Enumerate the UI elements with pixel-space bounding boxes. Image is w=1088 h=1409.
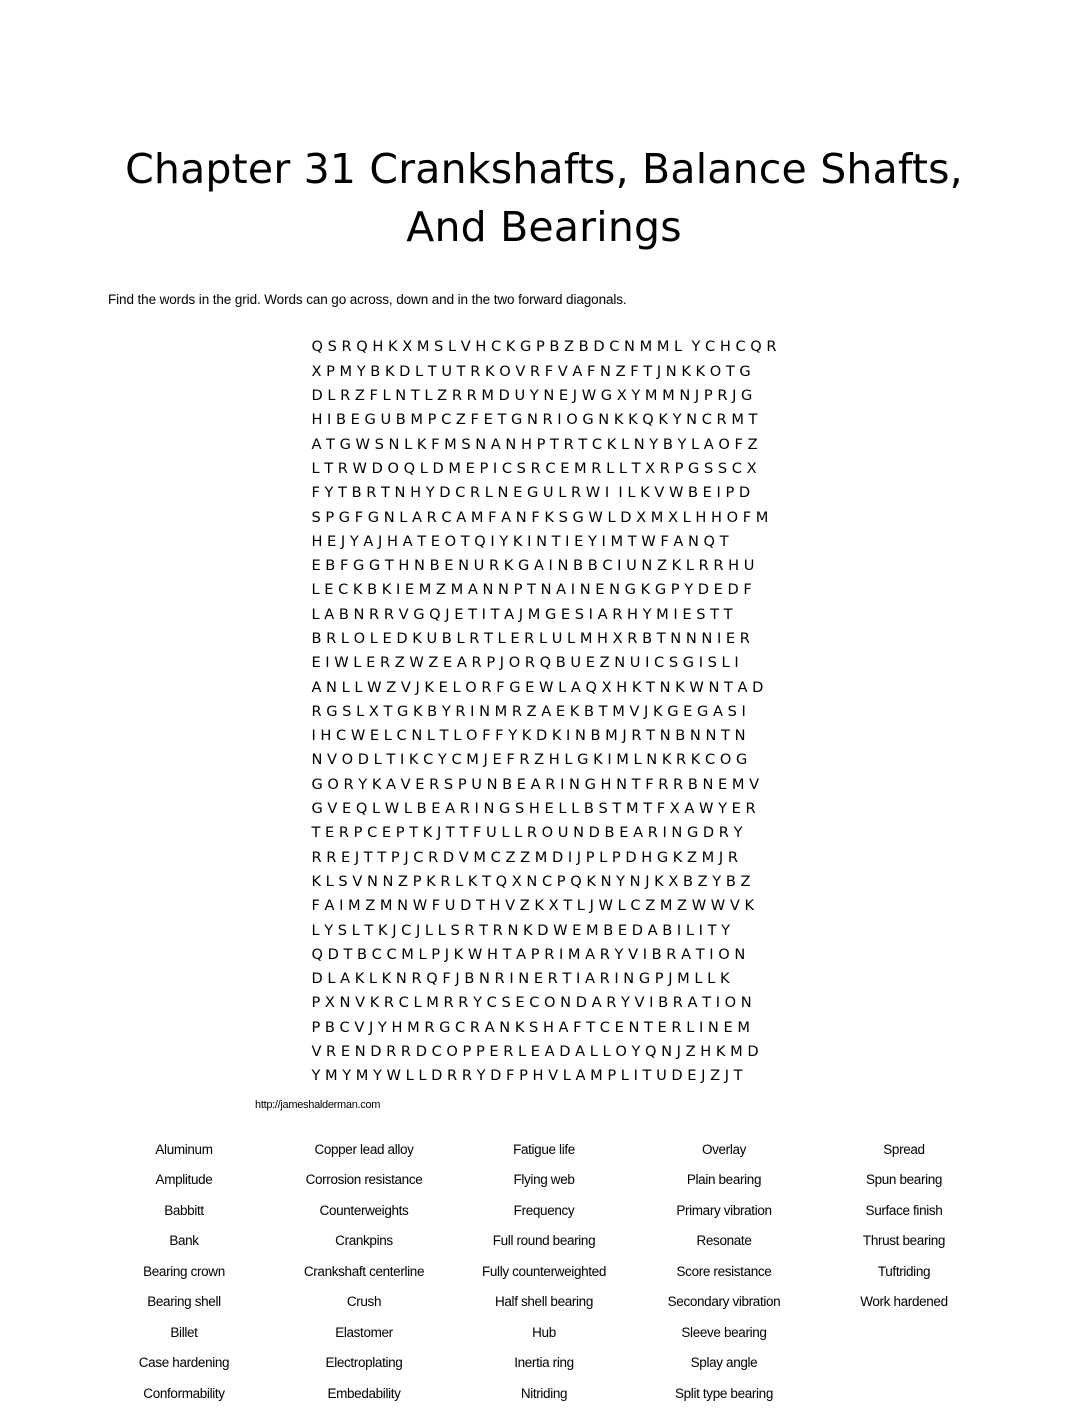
word-list-item[interactable]: Electroplating [325,1355,403,1371]
word-list-item[interactable]: Hub [532,1324,556,1340]
grid-row: I H C W E L C N L T L O F F Y K D K I N B M J R T N B N N T N [311,727,746,745]
word-list-item[interactable]: Elastomer [335,1324,393,1340]
word-list-item[interactable]: Copper lead alloy [314,1141,414,1157]
word-list-item[interactable]: Spun bearing [865,1172,943,1188]
grid-row: K L S V N N Z P K R L K T Q X N C P Q K N Y N J K X B Z Y B Z [311,872,751,890]
grid-row: S P G F G N L A R C A M F A N F K S G W L D X M X L H H O F M [311,508,769,526]
grid-row: H E J Y A J H A T E O T Q I Y K I N T I E Y I M T W F A N Q T [311,532,729,550]
grid-row: E I W L E R Z W Z E A R P J O R Q B U E Z N U I C S G I S L I [311,654,739,672]
grid-row: A N L L W Z V J K E L O R F G E W L A Q X H K T N K W N T A D [311,678,764,696]
word-list-item[interactable]: Conformability [143,1385,225,1401]
word-list-item[interactable]: Corrosion resistance [305,1172,423,1188]
word-list [94,1135,994,1409]
word-search-grid-container [0,335,1088,1088]
word-list-item[interactable]: Secondary vibration [667,1294,781,1310]
grid-row: F Y T B R T N H Y D C R L N E G U L R W I I L K V W B E I P D [311,484,751,502]
word-list-item[interactable]: Sleeve bearing [681,1324,767,1340]
word-list-item[interactable]: Babbitt [164,1202,204,1218]
grid-row: E B F G G T H N B E N U R K G A I N B B C I U N Z K L R R H U [311,557,755,575]
grid-row: N V O D L T I K C Y C M J E F R Z H L G K I M L N K R K C O G [311,751,748,769]
word-list-item[interactable]: Full round bearing [492,1233,596,1249]
credit-link[interactable]: http://jameshalderman.com [255,1098,381,1111]
grid-row: B R L O L E D K U B L R T L E R L U L M H X R B T N N N I E R [311,630,750,647]
word-list-item[interactable]: Counterweights [319,1202,409,1218]
grid-row: L A B N R R V G Q J E T I T A J M G E S I A R H Y M I E S T T [311,605,733,623]
word-list-item[interactable]: Overlay [701,1141,747,1157]
word-list-item[interactable]: Case hardening [138,1355,230,1371]
word-list-item[interactable]: Bearing shell [147,1294,221,1310]
grid-row: R G S L X T G K B Y R I N M R Z A E K B T M V J K G E G A S I [311,702,746,720]
word-list-item[interactable]: Crankshaft centerline [303,1263,425,1279]
word-list-item[interactable]: Embedability [327,1385,401,1401]
grid-row: V R E N D R R D C O P P E R L E A D A L L O Y Q N J Z H K M D [311,1043,759,1061]
grid-row: Q D T B C C M L P J K W H T A P R I M A R Y V I B R A T I O N [311,945,746,963]
word-list-item[interactable]: Tuftriding [877,1263,931,1279]
grid-row: L T R W D O Q L D M E P I C S R C E M R L L T X R P G S S C X [311,459,757,477]
word-list-item[interactable]: Amplitude [155,1172,213,1188]
word-list-item[interactable]: Splay angle [690,1355,758,1371]
word-list-item[interactable]: Aluminum [155,1141,213,1157]
word-list-item[interactable]: Billet [170,1324,198,1340]
word-list-item[interactable]: Primary vibration [676,1202,772,1218]
word-list-item[interactable]: Work hardened [860,1294,948,1310]
grid-row: P X N V K R C L M R R Y C S E C O N D A R Y V I B R A T I O N [311,994,752,1012]
grid-row: Y M Y M Y W L L D R R Y D F P H V L A M P L I T U D E J Z J T [311,1067,743,1085]
grid-row: X P M Y B K D L T U T R K O V R F V A F N Z F T J N K K O T G [311,362,751,380]
instructions-text: Find the words in the grid. Words can go across, down and in the two forward diagonals. [108,292,627,308]
word-list-item[interactable]: Plain bearing [686,1172,762,1188]
word-list-spacer [814,1348,994,1379]
word-list-item[interactable]: Fatigue life [513,1141,575,1157]
word-list-spacer [814,1318,994,1349]
grid-row: Q S R Q H K X M S L V H C K G P B Z B D C N M M L Y C H C Q R [311,338,777,356]
grid-row: R R E J T T P J C R D V M C Z Z M D I J P L P D H G K Z M J R [311,848,738,866]
word-list-item[interactable]: Crush [346,1294,382,1310]
word-list-item[interactable]: Thrust bearing [862,1233,946,1249]
grid-row: F A I M Z M N W F U D T H V Z K X T L J W L C Z M Z W W V K [311,897,755,915]
word-list-item[interactable]: Bearing crown [143,1263,225,1279]
word-list-item[interactable]: Frequency [513,1202,575,1218]
grid-row: L E C K B K I E M Z M A N N P T N A I N E N G K G P Y D E D F [311,581,752,599]
word-search-grid [311,335,776,1088]
word-list-item[interactable]: Crankpins [335,1233,393,1249]
word-list-spacer [814,1379,994,1409]
grid-row: L Y S L T K J C J L L S R T R N K D W E M B E D A B I L I T Y [311,921,731,939]
word-list-item[interactable]: Fully counterweighted [482,1263,606,1279]
word-list-item[interactable]: Spread [883,1141,925,1157]
grid-row: A T G W S N L K F M S N A N H P T R T C K L N Y B Y L A O F Z [311,435,758,453]
grid-row: G O R Y K A V E R S P U N B E A R I N G H N T F R R B N E M V [311,775,760,793]
word-list-item[interactable]: Score resistance [676,1263,772,1279]
word-list-item[interactable]: Nitriding [520,1385,568,1401]
grid-row: T E R P C E P T K J T T F U L L R O U N D B E A R I N G D R Y [311,824,743,842]
grid-row: P B C V J Y H M R G C R A N K S H A F T C E N T E R L I N E M [311,1018,750,1036]
word-list-item[interactable]: Surface finish [865,1202,943,1218]
word-list-item[interactable]: Bank [169,1233,199,1249]
grid-row: G V E Q L W L B E A R I N G S H E L L B S T M T F X A W Y E R [311,800,756,818]
grid-row: H I B E G U B M P C Z F E T G N R I O G N K K Q K Y N C R M T [311,411,758,429]
grid-row: D L A K L K N R Q F J B N R I N E R T I A R I N G P J M L L K [311,970,730,988]
page-title: Chapter 31 Crankshafts, Balance Shafts, And Bearings [125,145,963,252]
grid-row: D L R Z F L N T L Z R R M D U Y N E J W G X Y M M N J P R J G [311,387,753,405]
word-list-item[interactable]: Half shell bearing [494,1294,593,1310]
word-list-item[interactable]: Inertia ring [514,1355,574,1371]
word-list-item[interactable]: Flying web [513,1172,575,1188]
word-list-item[interactable]: Split type bearing [674,1385,773,1401]
word-list-item[interactable]: Resonate [696,1233,752,1249]
